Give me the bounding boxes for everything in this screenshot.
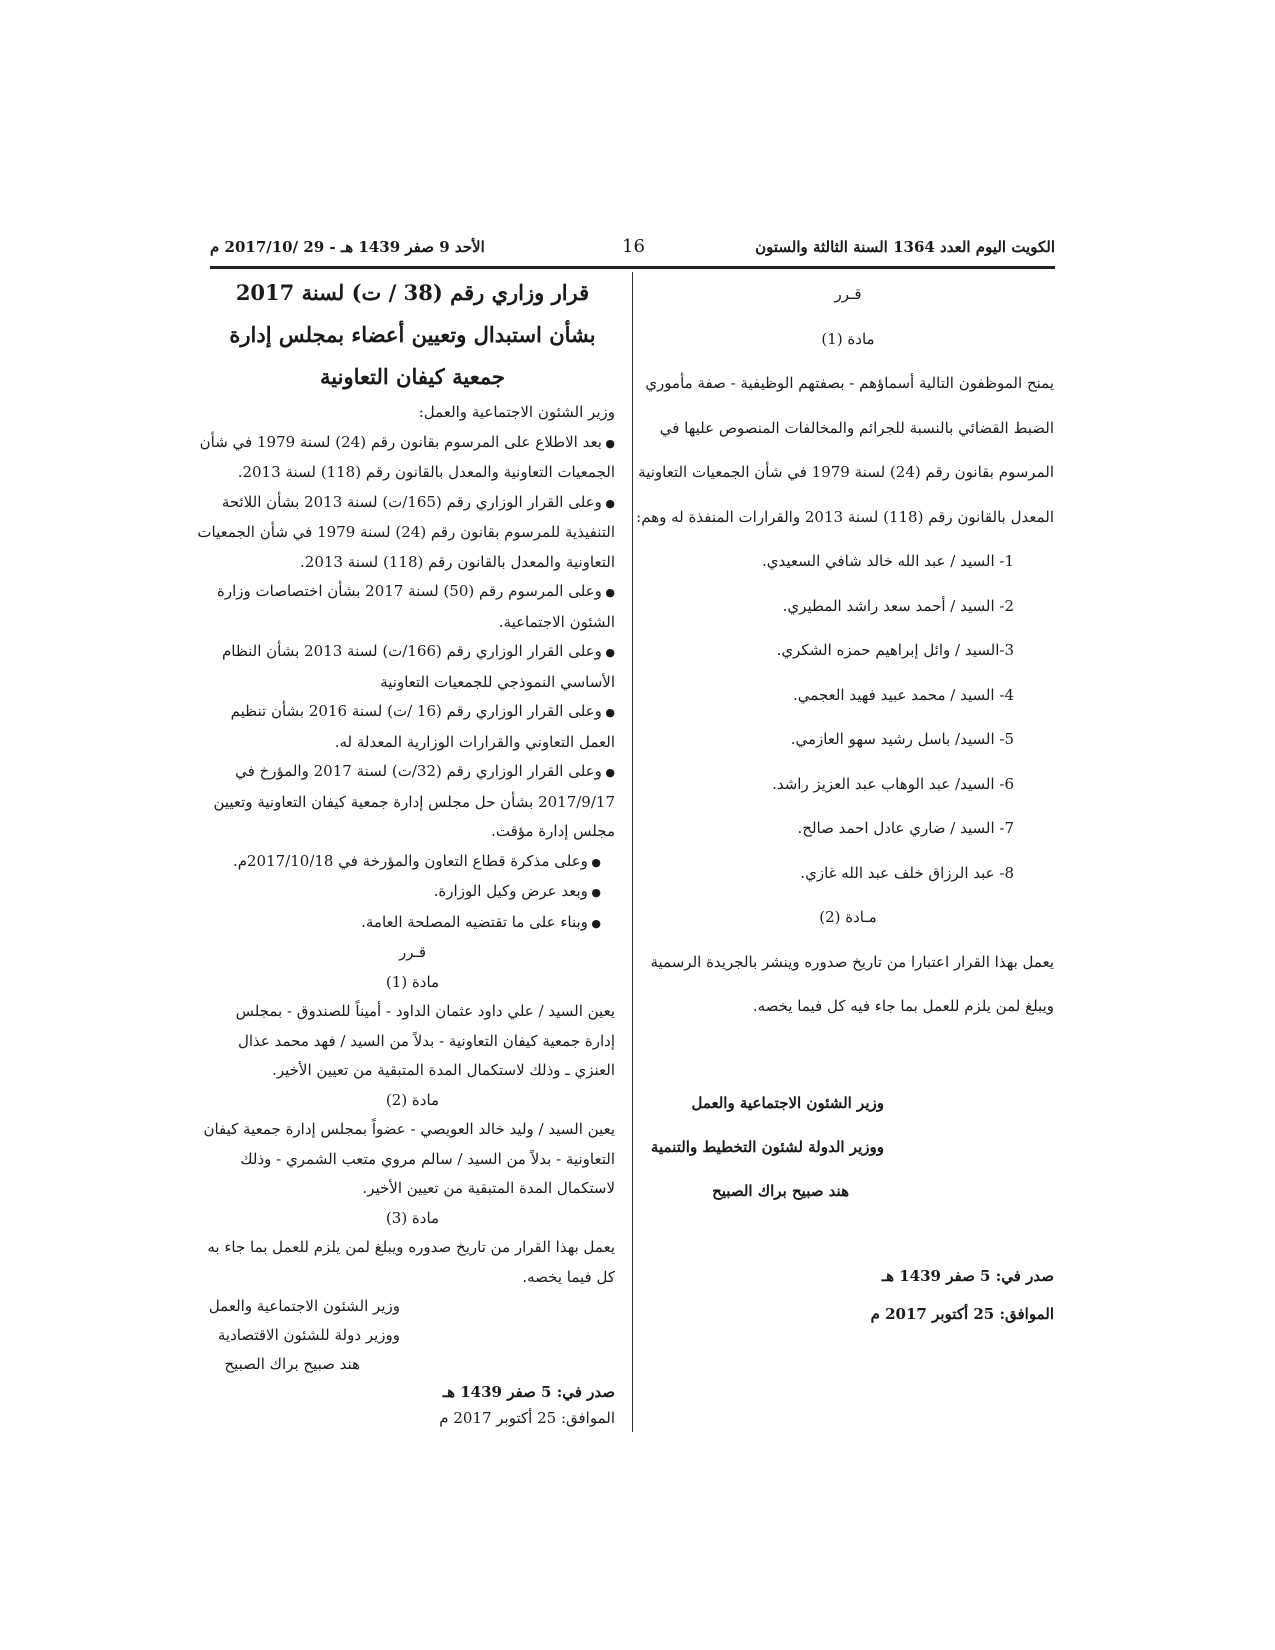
preamble-line: التنفيذية للمرسوم بقانون رقم (24) لسنة 1979 في شأن الجمعيات [197,523,615,541]
issued-date: صدر في: 5 صفر 1439 هـ [442,1383,615,1401]
signature-title-1: وزير الشئون الاجتماعية والعمل [208,1297,400,1315]
decree-subtitle: جمعية كيفان التعاونية [320,364,505,389]
preamble-bullet-line: ● وعلى القرار الوزاري رقم (165/ت) لسنة 2013 بشأن اللائحة [210,488,615,519]
preamble-bullet-line: ● وعلى القرار الوزاري رقم (16 /ت) لسنة 2016 بشأن تنظيم [210,697,615,728]
name-item: 7- السيد / ضاري عادل احمد صالح. [797,819,1014,837]
left-column [197,272,615,1431]
right-column [636,272,1054,1333]
signature-name: هند صبيح براك الصبيح [224,1355,360,1373]
name-item: 6- السيد/ عبد الوهاب عبد العزيز راشد. [772,774,1014,793]
name-item: 1- السيد / عبد الله خالد شافي السعيدي. [761,552,1014,570]
article-3-title: مادة (3) [385,1208,440,1227]
preamble-bullet-line: ● وعلى القرار الوزاري رقم (166/ت) لسنة 2013 بشأن النظام [210,637,615,668]
article-2-line: لاستكمال المدة المتبقية من تعيين الأخير. [362,1179,615,1197]
preamble-bullet-line: ● وبعد عرض وكيل الوزارة. [210,877,615,908]
decree-title: قرار وزاري رقم (38 / ت) لسنة 2017 [235,280,590,305]
page-header [210,236,1055,264]
header-publication: الكويت اليوم العدد 1364 السنة الثالثة والستون [755,238,1055,256]
preamble-line: العمل التعاوني والقرارات الوزارية المعدلة له. [334,732,615,751]
signature-name: هند صبيح براك الصبيح [712,1181,849,1200]
name-item: 2- السيد / أحمد سعد راشد المطيري. [782,596,1014,615]
article-2-line: التعاونية - بدلاً من السيد / سالم مروي متعب الشمري - وذلك [240,1149,615,1168]
article-2-line: ويبلغ لمن يلزم للعمل بما جاء فيه كل فيما يخصه. [752,997,1054,1015]
corresponding-date: الموافق: 25 أكتوبر 2017 م [439,1409,615,1427]
corresponding-date: الموافق: 25 أكتوبر 2017 م [870,1304,1054,1323]
preamble-line: 2017/9/17 بشأن حل مجلس إدارة جمعية كيفان التعاونية وتعيين [213,792,615,811]
article-1-line: العنزي ـ وذلك لاستكمال المدة المتبقية من تعيين الأخير. [272,1061,615,1079]
header-date: الأحد 9 صفر 1439 هـ - 29 /2017/10 م [210,238,485,256]
preamble-line: الأساسي النموذجي للجمعيات التعاونية [380,672,615,691]
preamble-list [197,428,615,939]
article-1-line: يعين السيد / علي داود عثمان الداود - أميناً للصندوق - بمجلس [235,1002,615,1020]
article-1-title: مادة (1) [385,972,440,991]
name-item: 8- عبد الرزاق خلف عبد الله غازي. [800,863,1014,882]
preamble-bullet-line: ● وعلى القرار الوزاري رقم (32/ت) لسنة 2017 والمؤرخ في [210,757,615,788]
article-1-line: المعدل بالقانون رقم (118) لسنة 2013 والقرارات المنفذة له وهم: [636,507,1054,526]
preamble-line: الشئون الاجتماعية. [498,612,615,631]
signature-title-1: وزير الشئون الاجتماعية والعمل [691,1093,884,1112]
preamble-bullet-line: ● وعلى مذكرة قطاع التعاون والمؤرخة في 2017/10/18م. [210,847,615,878]
header-rule [210,266,1055,269]
name-item: 4- السيد / محمد عبيد فهيد العجمي. [792,685,1014,704]
signature-title-2: ووزير دولة للشئون الاقتصادية [217,1326,400,1344]
name-item: 5- السيد/ باسل رشيد سهو العازمي. [790,730,1014,748]
decided-heading: قـرر [398,943,427,961]
preamble-bullet-line: ● وعلى المرسوم رقم (50) لسنة 2017 بشأن اختصاصات وزارة [210,577,615,608]
signature-title-2: ووزير الدولة لشئون التخطيط والتنمية [650,1137,884,1156]
issued-date: صدر في: 5 صفر 1439 هـ [881,1266,1054,1285]
preamble-line: التعاونية والمعدل بالقانون رقم (118) لسنة 2013. [300,552,615,571]
article-2-title: مادة (2) [385,1090,440,1109]
article-1-line: الضبط القضائي بالنسبة للجرائم والمخالفات المنصوص عليها في [659,418,1054,437]
article-2-line: يعمل بهذا القرار اعتبارا من تاريخ صدوره وينشر بالجريدة الرسمية [650,952,1054,971]
article-3-line: يعمل بهذا القرار من تاريخ صدوره ويبلغ لمن يلزم للعمل بما جاء به [207,1238,615,1256]
decree-subtitle: بشأن استبدال وتعيين أعضاء بمجلس إدارة [229,322,596,347]
article-3-line: كل فيما يخصه. [522,1267,615,1286]
preamble-bullet-line: ● بعد الاطلاع على المرسوم بقانون رقم (24) لسنة 1979 في شأن [210,428,615,459]
preamble-line: الجمعيات التعاونية والمعدل بالقانون رقم (118) لسنة 2013. [237,463,615,481]
issuer-intro: وزير الشئون الاجتماعية والعمل: [418,403,615,421]
name-item: 3-السيد / وائل إبراهيم حمزه الشكري. [776,641,1014,659]
article-1-title: مادة (1) [821,329,875,348]
preamble-line: مجلس إدارة مؤقت. [491,822,615,840]
article-2-title: مـادة (2) [819,908,877,926]
article-1-line: المرسوم بقانون رقم (24) لسنة 1979 في شأن الجمعيات التعاونية [638,463,1054,481]
article-2-line: يعين السيد / وليد خالد العويصي - عضواً بمجلس إدارة جمعية كيفان [203,1120,615,1138]
article-1-line: يمنح الموظفون التالية أسماؤهم - بصفتهم الوظيفية - صفة مأموري [645,374,1054,392]
article-1-line: إدارة جمعية كيفان التعاونية - بدلاً من السيد / فهد محمد عذال [237,1031,615,1050]
page-number: 16 [622,236,645,257]
column-divider [632,272,633,1432]
preamble-bullet-line: ● وبناء على ما تقتضيه المصلحة العامة. [210,908,615,939]
decided-heading: قـرر [834,285,862,303]
